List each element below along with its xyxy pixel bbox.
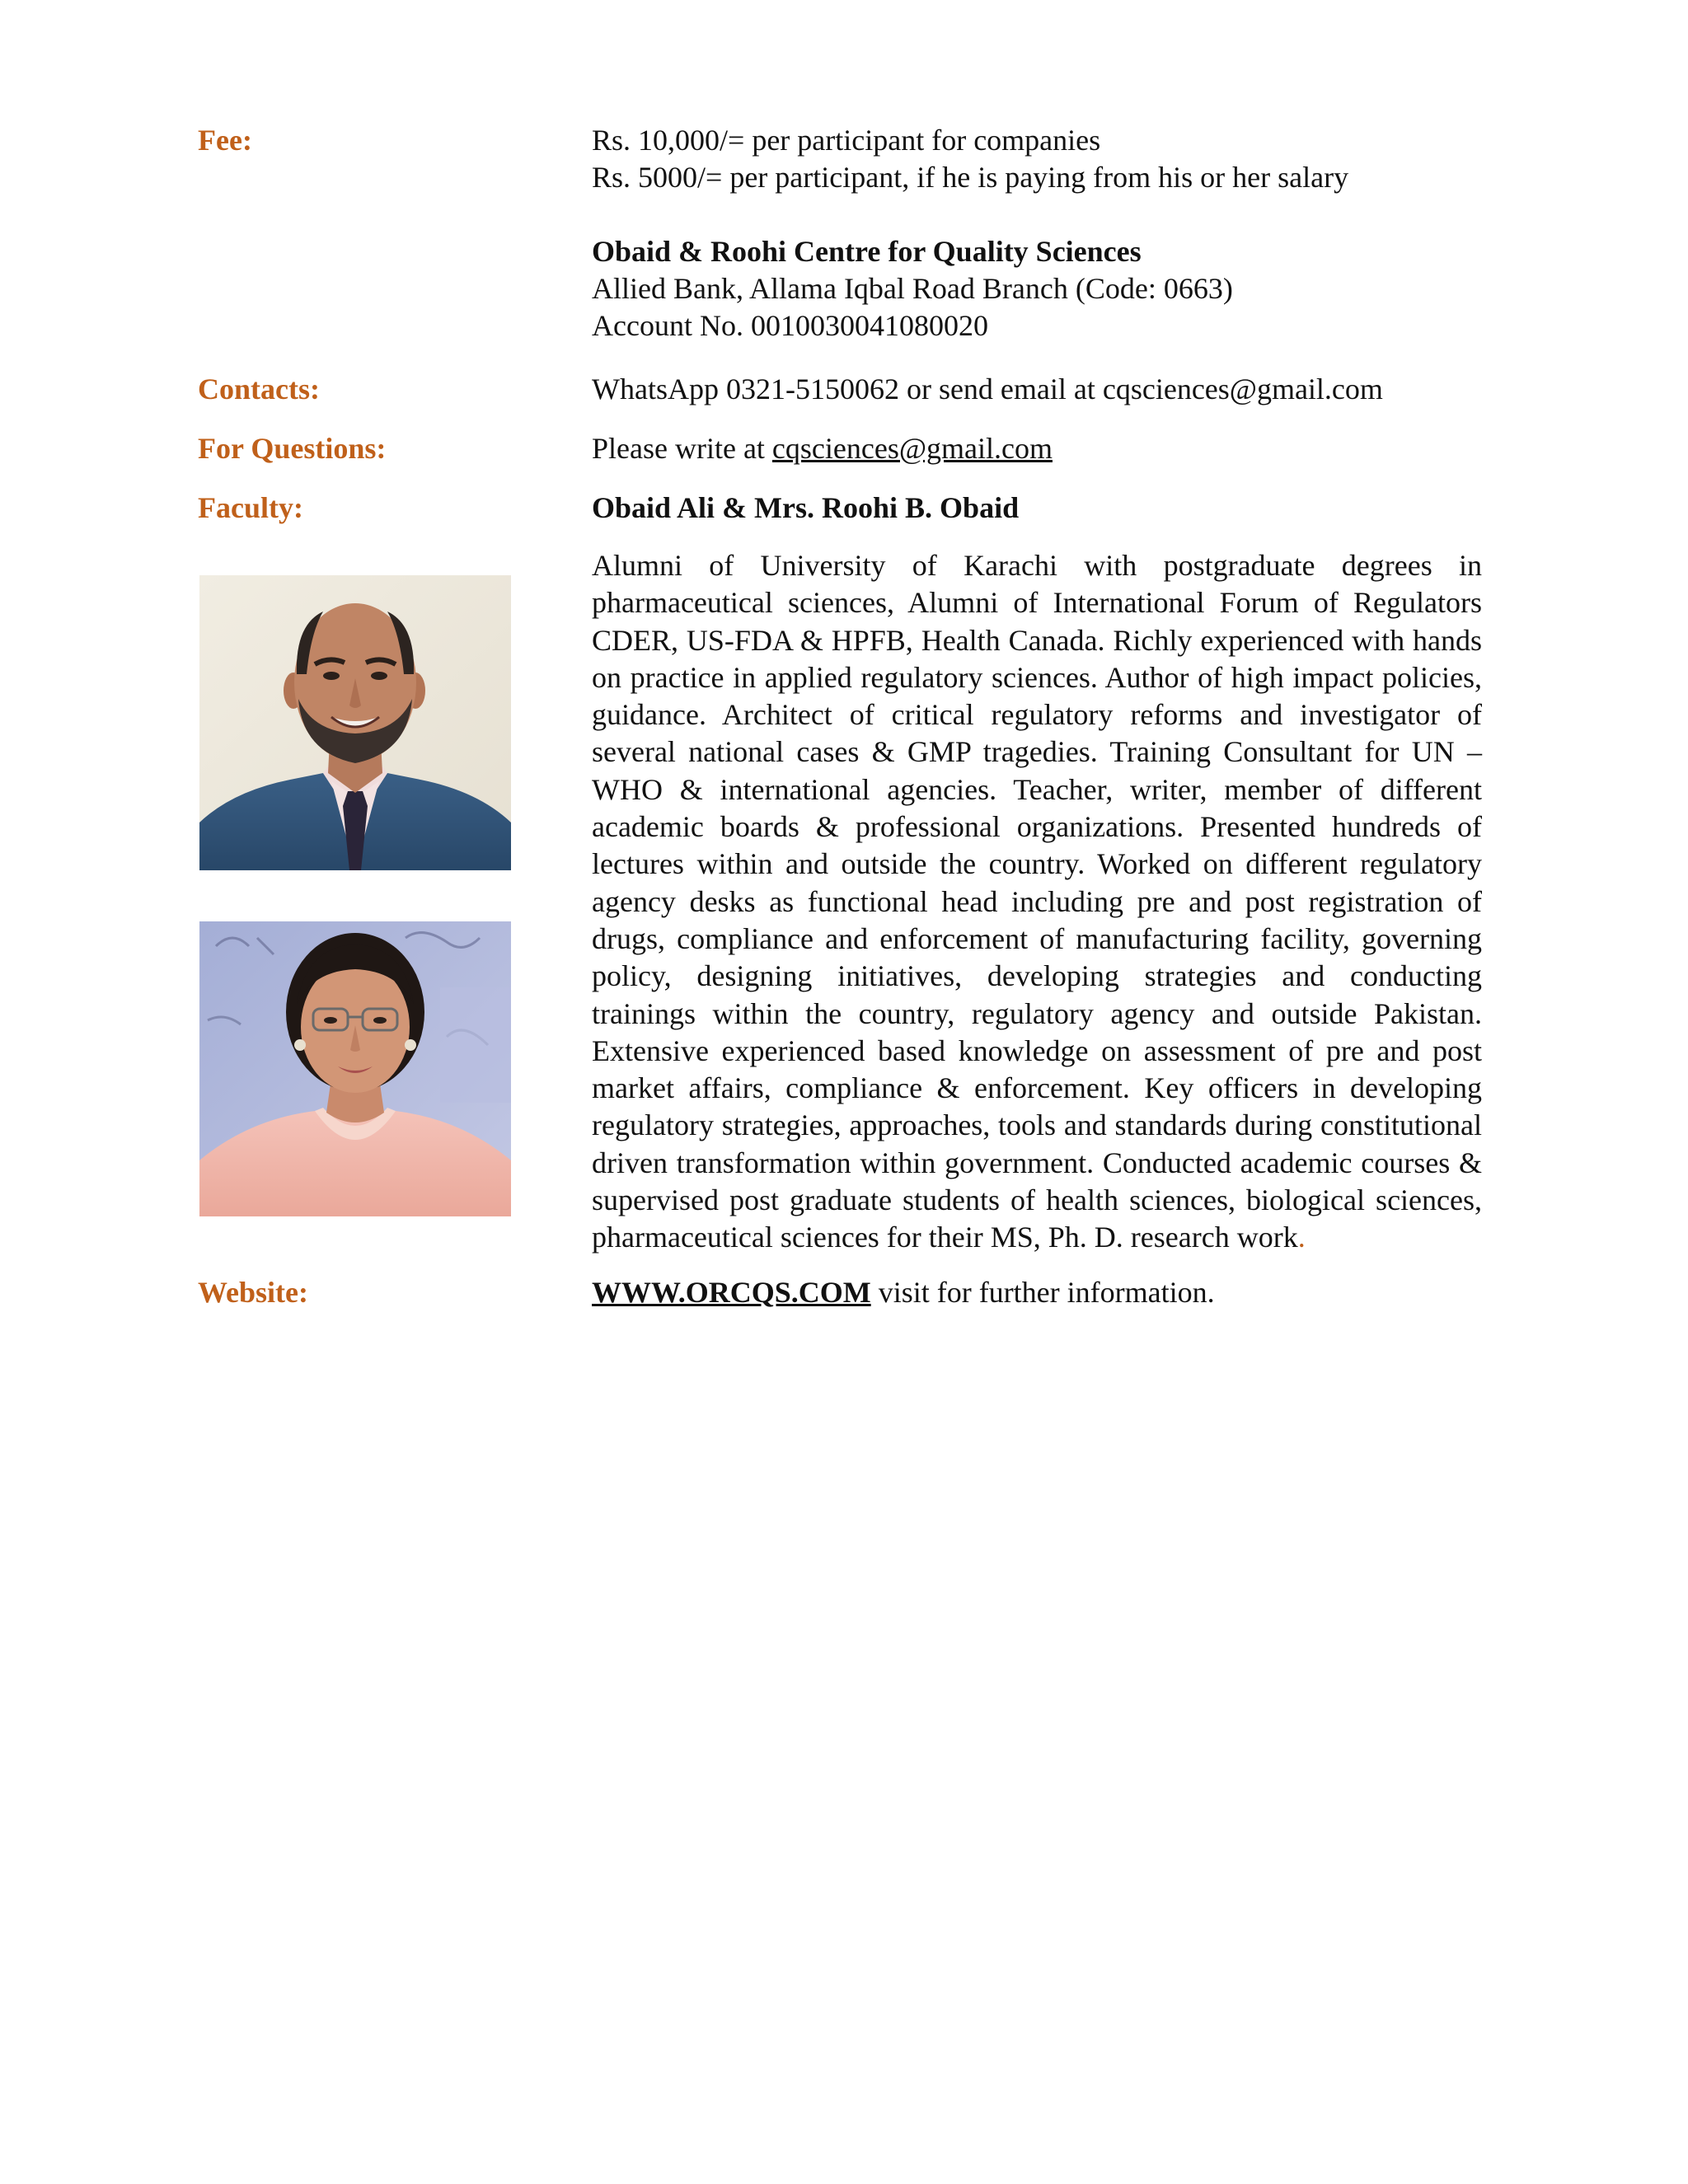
faculty-names-text: Obaid Ali & Mrs. Roohi B. Obaid bbox=[592, 491, 1020, 524]
contacts-text bbox=[592, 371, 1482, 408]
fee-line-companies: Rs. 10,000/= per participant for companies bbox=[592, 124, 1101, 157]
faculty-bio bbox=[592, 547, 1482, 1257]
portrait-man-image bbox=[199, 575, 511, 870]
portrait-woman-image bbox=[199, 921, 511, 1216]
bank-account-name: Obaid & Roohi Centre for Quality Sciences bbox=[592, 235, 1142, 268]
fee-spacer bbox=[592, 196, 1482, 233]
questions-label: For Questions: bbox=[198, 432, 387, 465]
questions-prefix: Please write at bbox=[592, 432, 772, 465]
questions-email-link[interactable]: cqsciences@gmail.com bbox=[771, 432, 1053, 465]
fee-label: Fee: bbox=[198, 124, 252, 157]
faculty-names bbox=[592, 490, 1482, 527]
website-link[interactable]: WWW.ORCQS.COM bbox=[592, 1276, 871, 1309]
faculty-photo-roohi-obaid bbox=[199, 921, 511, 1216]
faculty-bio-text: Alumni of University of Karachi with postgraduate degrees in pharmaceutical sciences, Alumni of International Forum of Regulators CDER, US-FDA & HPFB, Health Canada. Richly experienced with hands on practice in applied regulatory sciences. Author of high impact policies, guidance. Architect of critical regulatory reforms and investigator of several national cases & GMP tragedies. Training Consultant for UN – WHO & international agencies. Teacher, writer, member of different academic boards & professional organizations. Presented hundreds of lectures within and outside the country. Worked on different regulatory agency desks as functional head including pre and post registration of drugs, compliance and enforcement of manufacturing facility, governing policy, designing initiatives, developing strategies and conducting trainings within the country, regulatory agency and outside Pakistan. Extensive experienced based knowledge on assessment of pre and post market affairs, compliance & enforcement. Key officers in developing regulatory strategies, approaches, tools and standards during constitutional driven transformation within government. Conducted academic courses & supervised post graduate students of health sciences, biological sciences, pharmaceutical sciences for their MS, Ph. D. research work bbox=[592, 549, 1482, 1254]
website-label: Website: bbox=[198, 1276, 308, 1309]
website-suffix: visit for further information. bbox=[870, 1276, 1215, 1309]
faculty-photo-obaid-ali bbox=[199, 575, 511, 870]
faculty-bio-end: . bbox=[1297, 1221, 1306, 1254]
website-text bbox=[592, 1274, 1482, 1311]
fee-line-individual: Rs. 5000/= per participant, if he is paying from his or her salary bbox=[592, 161, 1349, 194]
contacts-label: Contacts: bbox=[198, 373, 320, 405]
faculty-label: Faculty: bbox=[198, 491, 303, 524]
fee-details bbox=[592, 122, 1482, 344]
questions-text bbox=[592, 430, 1482, 467]
contacts-line: WhatsApp 0321-5150062 or send email at cqsciences@gmail.com bbox=[592, 373, 1383, 405]
bank-branch: Allied Bank, Allama Iqbal Road Branch (Code: 0663) bbox=[592, 272, 1233, 305]
bank-account-number: Account No. 0010030041080020 bbox=[592, 309, 988, 342]
